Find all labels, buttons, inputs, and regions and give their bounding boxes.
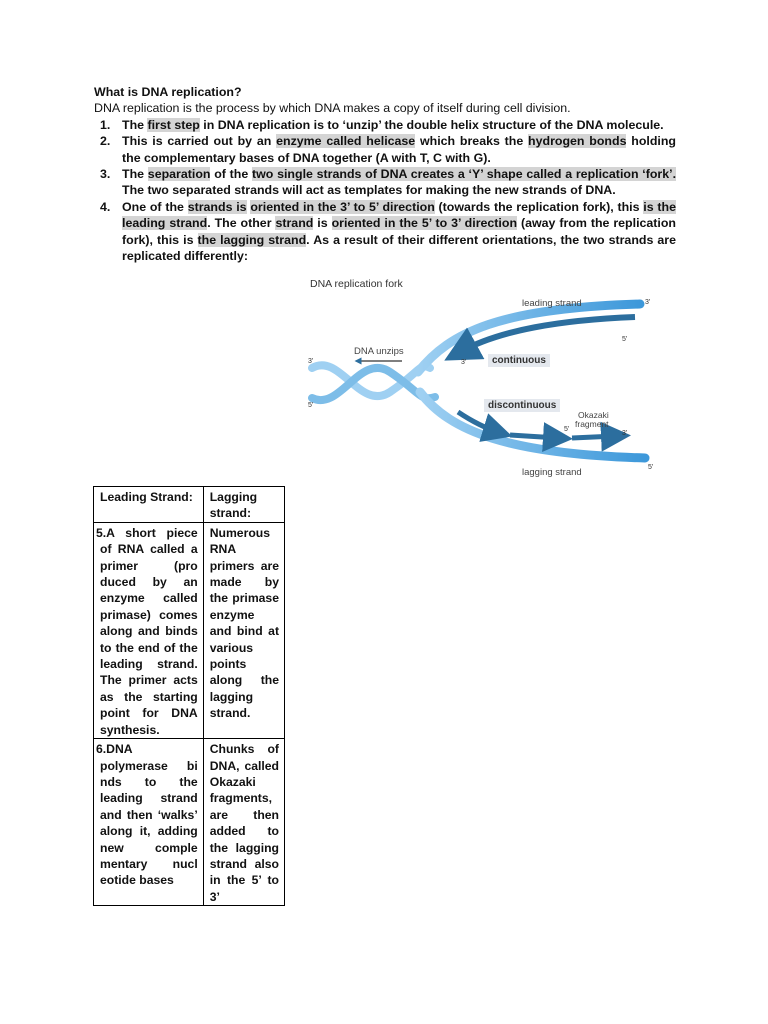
list-number: 4. xyxy=(100,199,111,214)
list-item xyxy=(94,166,676,199)
table-header-row xyxy=(94,487,285,523)
text-run: (away from the replication fork), this is xyxy=(122,216,676,247)
highlight: strand xyxy=(275,216,314,231)
table-cell: Numerous RNA primers are made by the primase enzyme and bind at various points along the lagging strand. xyxy=(203,522,284,738)
replication-fork-figure xyxy=(300,272,670,484)
column-header-lagging: Lagging strand: xyxy=(203,487,284,523)
end-label-3: 3' xyxy=(622,430,628,437)
dna-unzips-label: DNA unzips xyxy=(354,346,404,357)
end-label-5: 5' xyxy=(564,426,570,433)
highlight: oriented in the 3’ to 5’ direction xyxy=(250,199,435,214)
page-title: What is DNA replication? xyxy=(94,85,242,99)
row-number: 6. xyxy=(96,742,107,757)
lagging-strand-label: lagging strand xyxy=(522,467,582,478)
list-item xyxy=(94,199,676,265)
text-run: One of the xyxy=(122,199,188,214)
end-label-5: 5' xyxy=(308,402,314,409)
column-header-leading: Leading Strand: xyxy=(94,487,204,523)
table-row xyxy=(94,522,285,738)
end-label-3: 3' xyxy=(461,359,467,366)
text-run: The xyxy=(122,167,148,182)
text-run: in DNA replication is to ‘unzip’ the double helix structure of the DNA molecule. xyxy=(199,117,664,132)
highlight: enzyme called helicase xyxy=(276,134,416,149)
text-run: of the xyxy=(210,167,253,182)
text-run: The two separated strands will act as templates for making the new strands of DNA. xyxy=(122,183,616,198)
text-run: This is carried out by an xyxy=(122,134,277,149)
end-label-5: 5' xyxy=(622,336,628,343)
table-cell: Chunks of DNA, called Okazaki fragments, are then added to the lagging strand also in the 5’ to 3’ xyxy=(203,739,284,906)
continuous-label: continuous xyxy=(488,354,550,367)
document-body xyxy=(94,84,676,264)
highlight: two single strands of DNA creates a ‘Y’ shape called a replication ‘fork’. xyxy=(252,167,677,182)
highlight: hydrogen bonds xyxy=(528,134,627,149)
cell-text: A short piece of RNA called a primer (pro duced by an enzyme called primase) comes along and binds to the end of the leading strand. The primer acts as the starting point for DNA synthesis. xyxy=(100,525,198,737)
fragment-label: fragment xyxy=(575,419,609,429)
discontinuous-label: discontinuous xyxy=(484,399,560,412)
list-item xyxy=(94,133,676,166)
text-run: . The other xyxy=(207,216,276,231)
highlight: the lagging strand xyxy=(197,232,307,247)
okazaki-label: Okazaki xyxy=(578,410,609,420)
end-label-3: 3' xyxy=(308,358,314,365)
highlight: separation xyxy=(147,167,211,182)
intro-paragraph: DNA replication is the process by which DNA makes a copy of itself during cell division. xyxy=(94,101,571,116)
list-number: 2. xyxy=(100,134,111,149)
okazaki-arrow-3 xyxy=(572,436,616,438)
end-label-5: 5' xyxy=(648,464,654,471)
cell-text: DNA polymerase bi nds to the leading strand and then ‘walks’ along it, adding new comple mentary nucl eotide bases xyxy=(100,742,198,888)
replication-fork-diagram xyxy=(300,272,670,484)
text-run: The xyxy=(122,117,148,132)
highlight: oriented in the 5’ to 3’ direction xyxy=(331,216,518,231)
highlight: is the leading strand xyxy=(122,199,676,231)
leading-strand-label: leading strand xyxy=(522,298,582,309)
text-run: is xyxy=(313,216,332,231)
figure-title: DNA replication fork xyxy=(310,278,403,290)
list-item xyxy=(94,117,676,133)
table-cell xyxy=(94,739,204,906)
end-label-3: 3' xyxy=(645,299,651,306)
steps-list xyxy=(94,117,676,265)
row-number: 5. xyxy=(96,525,107,540)
highlight: strands is xyxy=(187,199,247,214)
table-row xyxy=(94,739,285,906)
list-number: 3. xyxy=(100,167,111,182)
okazaki-arrow-2 xyxy=(510,435,558,438)
text-run: holding the complementary bases of DNA together (A with T, C with G). xyxy=(122,134,676,165)
text-run: (towards the replication fork), this xyxy=(434,199,644,214)
list-number: 1. xyxy=(100,117,111,132)
strand-comparison-table xyxy=(93,486,285,906)
text-run: which breaks the xyxy=(415,134,529,149)
highlight: first step xyxy=(147,117,200,132)
table-cell xyxy=(94,522,204,738)
text-run: . As a result of their different orientations, the two strands are replicated differently: xyxy=(122,232,677,264)
